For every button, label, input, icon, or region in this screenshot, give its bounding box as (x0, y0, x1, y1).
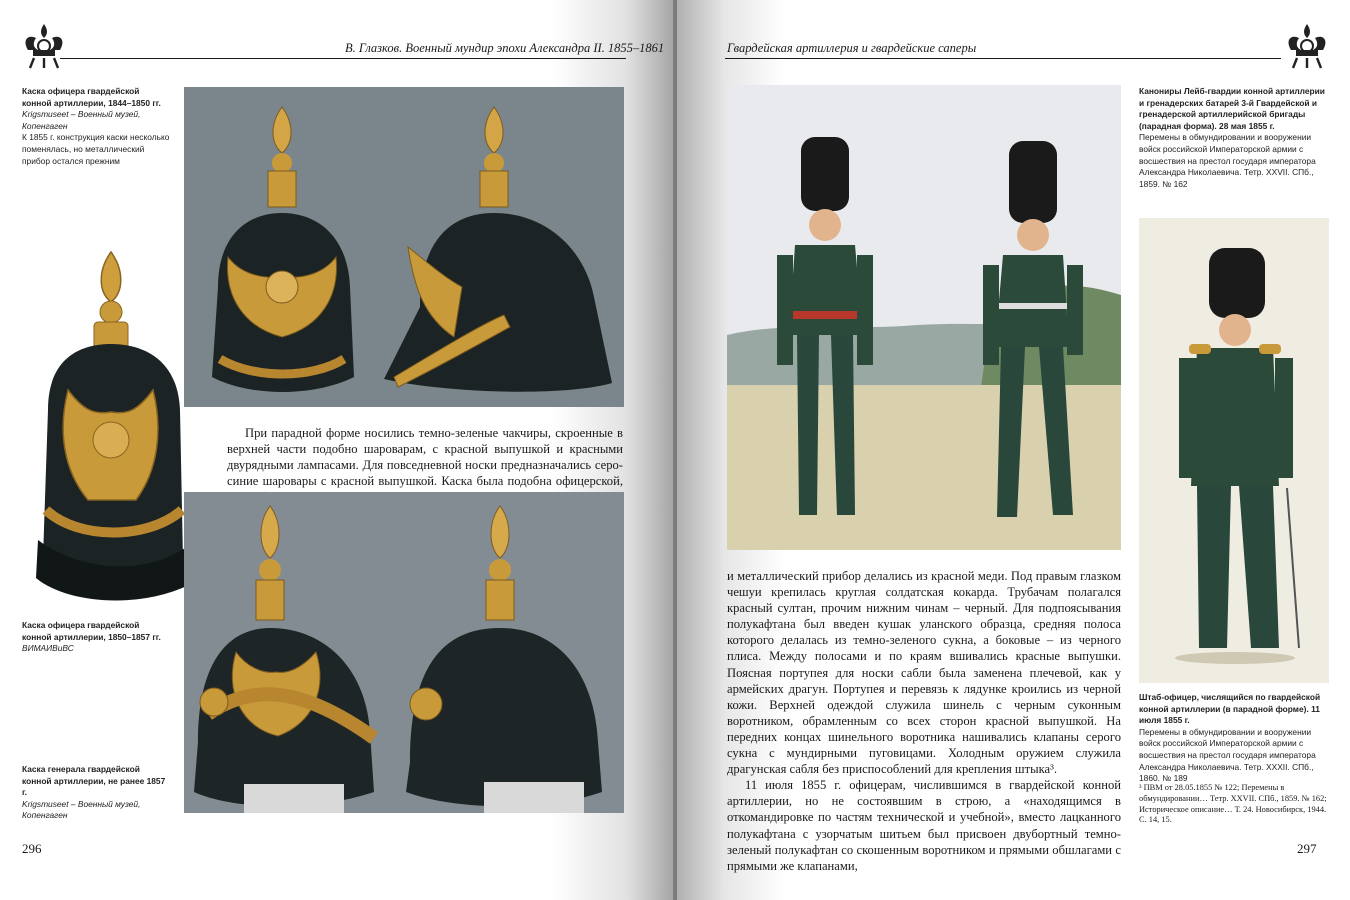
caption-title: Каска генерала гвардейской конной артиллерии, не ранее 1857 г. (22, 764, 166, 798)
caption-helmet-1850 (22, 620, 170, 655)
illustration-staff-officer (1139, 218, 1329, 683)
body-text-right (727, 568, 1121, 874)
helmet-photo-1850 (18, 240, 204, 612)
caption-source: Krigsmuseet – Военный музей, Копенгаген (22, 798, 141, 821)
paragraph: При парадной форме носились темно-зеленые чакчиры, скроенные в верхней части подобно шароварам, с красной выпушкой и красными двурядными лампасами. Для повседневной носки предназначались серо-синие шаровары с красной выпушкой. Каска была подобна офицерской, (227, 426, 623, 489)
caption-helmet-1844 (22, 86, 170, 167)
footnote: ³ ПВМ от 28.05.1855 № 122; Перемены в обмундировании… Тетр. XXVII. СПб., 1859. № 162; Историческое описание… Т. 24. Новосибирск, 1944. С. 14, 15. (1139, 783, 1327, 825)
right-page (677, 0, 1350, 900)
header-rule (725, 58, 1281, 59)
caption-title: Каска офицера гвардейской конной артиллерии, 1844–1850 гг. (22, 86, 161, 108)
helmet-photo-1844-pair (184, 87, 624, 407)
illustration-canoneers (727, 85, 1121, 550)
caption-text: Перемены в обмундировании и вооружении войск российской Императорской армии с восшествия на престол государя императора Александра Николаевича. Тетр. XXXII. СПб., 1860. № 189 (1139, 726, 1316, 784)
caption-text: Перемены в обмундировании и вооружении войск российской Императорской армии с восшествия на престол государя императора Александра Николаевича. Тетр. XXVII. СПб., 1859. № 162 (1139, 132, 1316, 189)
running-head: В. Глазков. Военный мундир эпохи Александра II. 1855–1861 (345, 41, 665, 55)
caption-canoneers (1139, 86, 1329, 190)
page-number: 297 (1297, 841, 1317, 856)
caption-note: К 1855 г. конструкция каски несколько поменялась, но металлический прибор остался прежним (22, 132, 170, 166)
paragraph: 11 июля 1855 г. офицерам, числившимся в гвардейской конной артиллерии, но не состоявшим в строю, а «находящимся в откомандировке по частям технической и учебной», вместо лацканного полукафтана с узорчатым шитьем был присвоен двубортный темно-зеленый полукафтан со скошенным воротником и прямыми обшлагами с прямыми же клапанами, (727, 778, 1121, 873)
left-page (0, 0, 673, 900)
running-head: Гвардейская артиллерия и гвардейские саперы (727, 41, 977, 55)
caption-title: Штаб-офицер, числящийся по гвардейской конной артиллерии (в парадной форме). 11 июля 1855 г. (1139, 692, 1321, 726)
caption-staff-officer (1139, 692, 1331, 785)
caption-title: Каска офицера гвардейской конной артиллерии, 1850–1857 гг. (22, 620, 161, 642)
artillery-emblem-icon (1281, 20, 1333, 72)
caption-source: Krigsmuseet – Военный музей, Копенгаген (22, 109, 141, 131)
page-number: 296 (22, 841, 42, 856)
artillery-emblem-icon (18, 20, 70, 72)
caption-helmet-general (22, 764, 170, 822)
caption-source: ВИМАИВиВС (22, 643, 74, 654)
helmet-photo-general-pair (184, 492, 624, 813)
paragraph: и металлический прибор делались из красной меди. Под правым глазком чешуи крепилась круглая солдатская кокарда. Трубачам полагался красный султан, прочим нижним чинам – черный. Для подпоясывания полукафтана был введен кушак уланского образца, средняя полоса которого делалась из темно-зеленого сукна, а боковые – из черного плиса. Между полосами и по краям вшивались красные выпушки. Поясная портупея для носки сабли была заменена плечевой, как у армейских драгун. Портупея и перевязь к лядунке кроились из черной кожи. Верхней одеждой служила шинель с черным суконным воротником, обрамленным со всех сторон красной выпушкой. На передних концах шинельного воротника нашивались клапаны серого сукна с мундирными пуговицами. Холодным оружием служила драгунская сабля без приспособлений для крепления штыка³. (727, 569, 1121, 777)
header-rule (60, 58, 626, 59)
caption-title: Канониры Лейб-гвардии конной артиллерии и гренадерских батарей 3-й Гвардейской и гренадерской артиллерийской бригады (парадная форма). 28 мая 1855 г. (1139, 86, 1325, 131)
